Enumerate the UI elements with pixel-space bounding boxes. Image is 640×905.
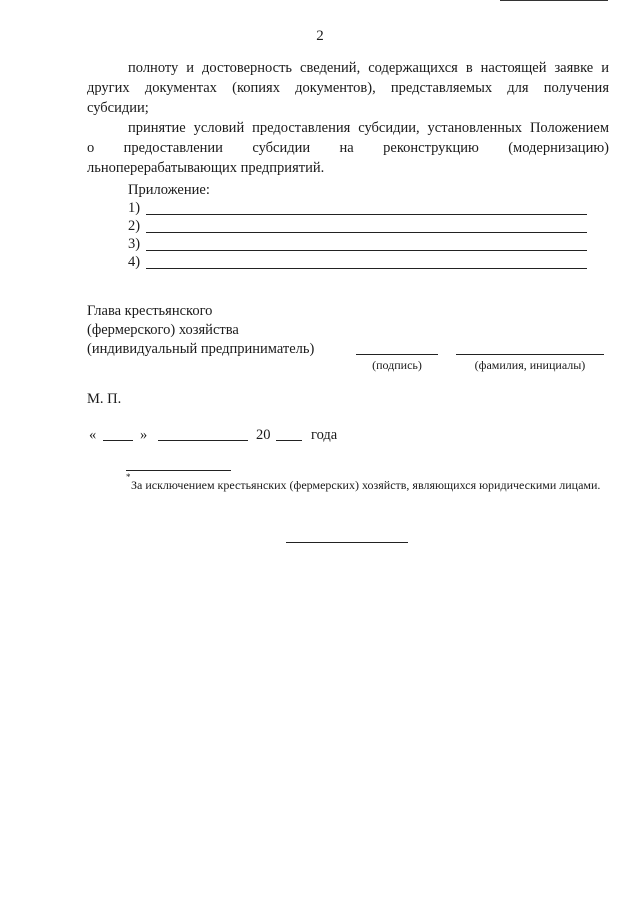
stamp-label: М. П.	[87, 391, 122, 407]
attachment-item-4: 4)	[128, 254, 141, 270]
attachment-item-2: 2)	[128, 218, 141, 234]
date-year-line	[276, 440, 302, 441]
name-line	[456, 354, 604, 355]
attachment-line-1	[146, 214, 587, 215]
top-rule	[500, 0, 608, 1]
date-close-quote: »	[140, 427, 148, 443]
signer-title-line-3: (индивидуальный предприниматель)	[87, 341, 315, 357]
attachment-line-3	[146, 250, 587, 251]
signature-caption: (подпись)	[372, 358, 422, 372]
footnote-mark: *	[126, 472, 131, 482]
signature-line	[356, 354, 438, 355]
date-year-suffix: года	[311, 427, 338, 443]
footnote-rule	[126, 470, 231, 471]
date-open-quote: «	[89, 427, 97, 443]
date-year-prefix: 20	[256, 427, 271, 443]
attachment-item-1: 1)	[128, 200, 141, 216]
date-month-line	[158, 440, 248, 441]
attachments-label: Приложение:	[128, 182, 210, 198]
paragraph-1-line-1: полноту и достоверность сведений, содержащихся в настоящей заявке и	[128, 60, 609, 76]
name-caption: (фамилия, инициалы)	[474, 358, 586, 372]
attachment-item-3: 3)	[128, 236, 141, 252]
paragraph-2-line-3: льноперерабатывающих предприятий.	[87, 160, 325, 176]
end-rule	[286, 542, 408, 543]
paragraph-2-line-1: принятие условий предоставления субсидии, установленных Положением	[128, 120, 609, 136]
attachment-line-4	[146, 268, 587, 269]
footnote-text: За исключением крестьянских (фермерских) хозяйств, являющихся юридическими лицами.	[131, 478, 601, 492]
signer-title-line-1: Глава крестьянского	[87, 303, 213, 319]
attachment-line-2	[146, 232, 587, 233]
paragraph-2-line-2: о предоставлении субсидии на реконструкцию (модернизацию)	[87, 140, 609, 156]
page-number: 2	[316, 28, 324, 44]
paragraph-1-line-3: субсидии;	[87, 100, 149, 116]
signer-title-line-2: (фермерского) хозяйства	[87, 322, 239, 338]
paragraph-1-line-2: других документах (копиях документов), представляемых для получения	[87, 80, 609, 96]
date-day-line	[103, 440, 133, 441]
